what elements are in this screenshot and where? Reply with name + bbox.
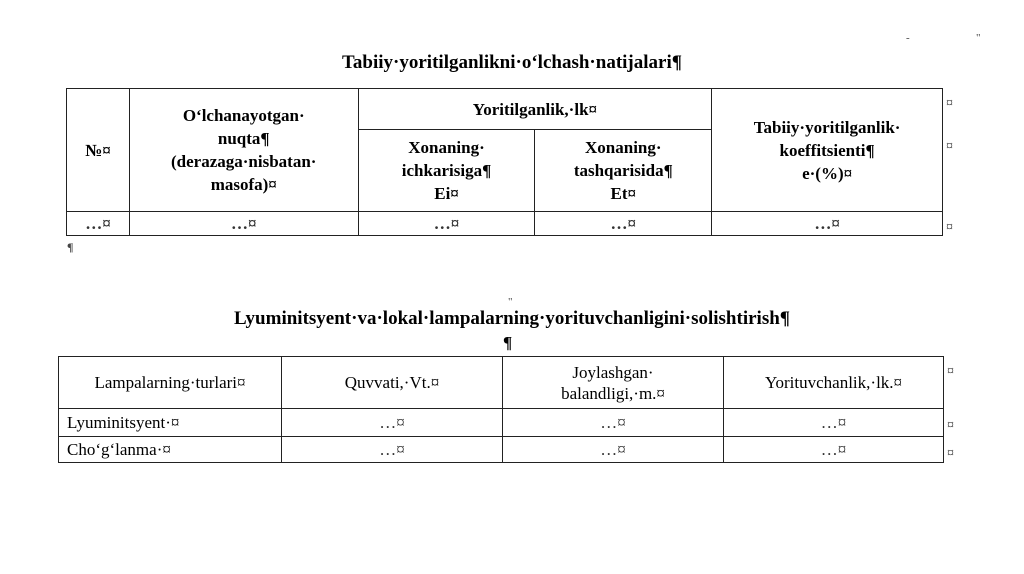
table-cell: …¤ xyxy=(282,409,503,437)
table-cell: …¤ xyxy=(503,409,724,437)
quote-mark: " xyxy=(508,296,513,308)
header-lamp-types: Lampalarning·turlari¤ xyxy=(59,357,282,409)
table-cell: …¤ xyxy=(129,212,358,236)
row-label: Lyuminitsyent·¤ xyxy=(59,409,282,437)
header-luminosity: Yorituvchanlik,·lk.¤ xyxy=(724,357,944,409)
row-end-mark: ¤ xyxy=(947,418,954,433)
table-cell: …¤ xyxy=(535,212,712,236)
table-cell: …¤ xyxy=(358,212,535,236)
header-illuminance: Yoritilganlik,·lk¤ xyxy=(358,89,712,130)
header-power: Quvvati,·Vt.¤ xyxy=(282,357,503,409)
lamp-comparison-table xyxy=(58,356,944,463)
row-end-mark: ¤ xyxy=(946,139,953,154)
table-cell: …¤ xyxy=(503,437,724,463)
table2-title: Lyuminitsyent·va·lokal·lampalarning·yorituvchanligini·solishtirish¶ xyxy=(233,308,791,329)
paragraph-mark: ¶ xyxy=(67,240,74,254)
header-coefficient: Tabiiy·yoritilganlik· koeffitsienti¶ e·(%)¤ xyxy=(712,89,943,212)
table-cell: …¤ xyxy=(712,212,943,236)
header-height: Joylashgan· balandligi,·m.¤ xyxy=(503,357,724,409)
header-dash-mark: - xyxy=(906,32,910,44)
table-cell: …¤ xyxy=(67,212,130,236)
table-cell: …¤ xyxy=(724,437,944,463)
table1-title: Tabiiy·yoritilganlikni·o‘lchash·natijalari¶ xyxy=(341,52,682,73)
table-cell: …¤ xyxy=(724,409,944,437)
header-quote-mark: " xyxy=(976,32,981,44)
row-end-mark: ¤ xyxy=(946,220,953,235)
row-label: Cho‘g‘lanma·¤ xyxy=(59,437,282,463)
row-end-mark: ¤ xyxy=(947,446,954,461)
header-inside: Xonaning· ichkarisiga¶ Ei¤ xyxy=(358,130,535,212)
row-end-mark: ¤ xyxy=(946,96,953,111)
header-number: №¤ xyxy=(67,89,130,212)
measurement-results-table xyxy=(66,88,943,236)
row-end-mark: ¤ xyxy=(947,364,954,379)
paragraph-mark: ¶ xyxy=(503,333,513,352)
table-cell: …¤ xyxy=(282,437,503,463)
header-measure-point: O‘lchanayotgan· nuqta¶ (derazaga·nisbatan· masofa)¤ xyxy=(129,89,358,212)
header-outside: Xonaning· tashqarisida¶ Et¤ xyxy=(535,130,712,212)
